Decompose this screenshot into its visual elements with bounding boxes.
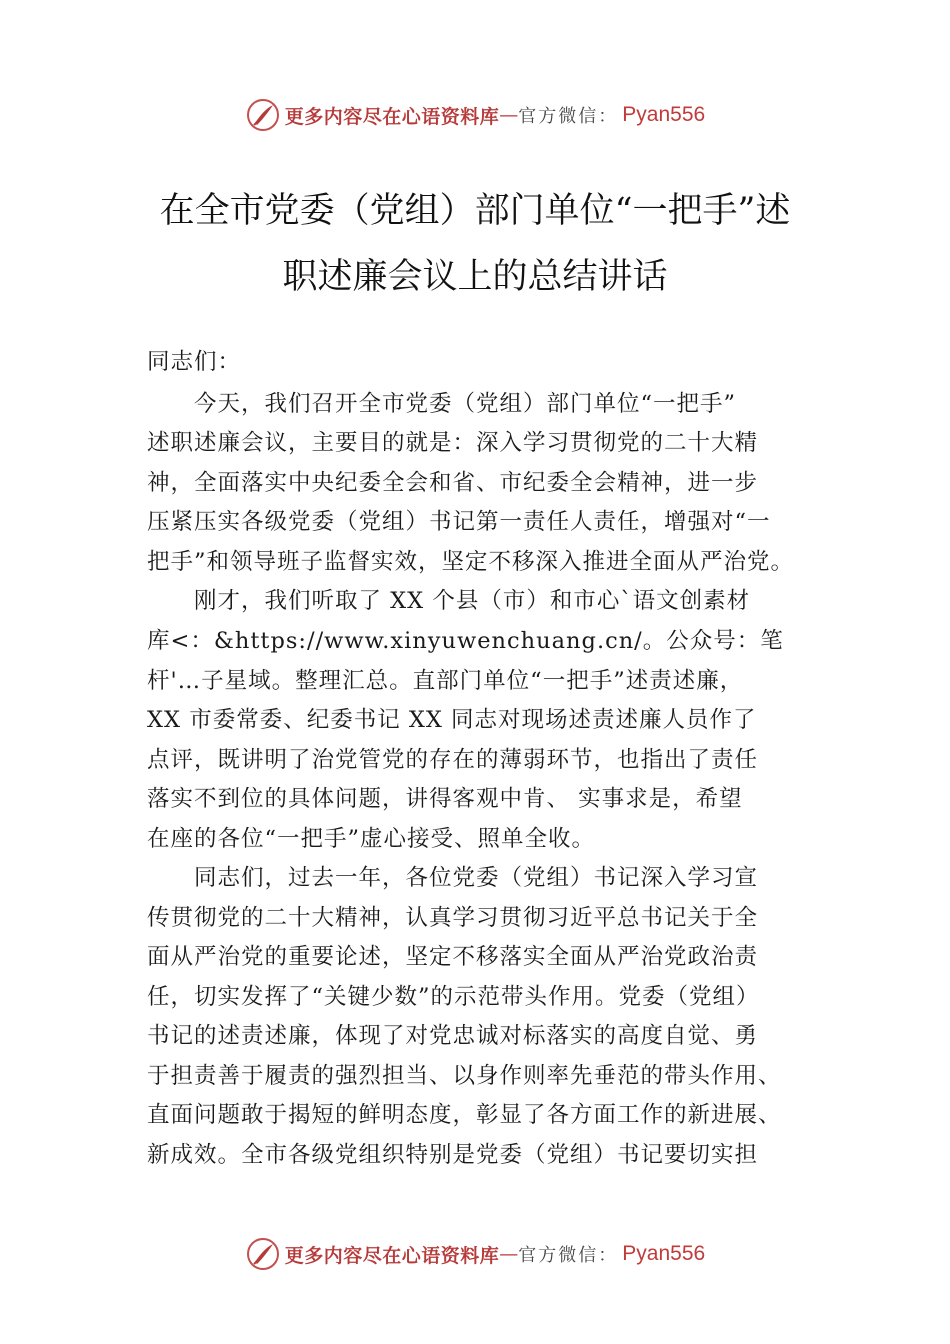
banner-main-text: 更多内容尽在心语资料库: [284, 105, 500, 128]
body-line: 库<：&https://www.xinyuwenchuang.cn/。公众号：笔: [147, 628, 784, 654]
body-line: 同志们：: [147, 349, 242, 375]
brush-logo-icon: [245, 1236, 281, 1272]
body-line: 面从严治党的重要论述，坚定不移落实全面从严治党政治责: [147, 944, 759, 970]
body-line: 述职述廉会议，主要目的就是：深入学习贯彻党的二十大精: [147, 430, 759, 456]
body-line: 压紧压实各级党委（党组）书记第一责任人责任，增强对“一: [147, 509, 771, 535]
body-line: 杆'…子星域。整理汇总。直部门单位“一把手”述责述廉，: [147, 668, 744, 694]
document-title-line-2: 职述廉会议上的总结讲话: [282, 257, 668, 297]
document-title-line-1: 在全市党委（党组）部门单位“一把手”述: [159, 191, 791, 231]
body-line: 在座的各位“一把手”虚心接受、照单全收。: [147, 826, 596, 852]
body-line: XX 市委常委、纪委书记 XX 同志对现场述责述廉人员作了: [147, 707, 757, 733]
body-line: 落实不到位的具体问题，讲得客观中肯、 实事求是，希望: [147, 786, 743, 812]
banner-wechat-label: 官方微信：: [518, 1245, 619, 1266]
body-line: 同志们，过去一年，各位党委（党组）书记深入学习宣: [147, 865, 759, 891]
banner-main-text: 更多内容尽在心语资料库: [284, 1244, 500, 1267]
header-banner: [0, 95, 950, 135]
banner-wechat-label: 官方微信：: [518, 106, 619, 127]
banner-separator: —: [499, 104, 519, 126]
body-line: 把手”和领导班子监督实效，坚定不移深入推进全面从严治党。: [147, 549, 795, 575]
banner-wechat-id: Pyan556: [622, 103, 706, 126]
body-line: 任，切实发挥了“关键少数”的示范带头作用。党委（党组）: [147, 984, 760, 1010]
banner-separator: —: [499, 1243, 519, 1265]
body-line: 刚才，我们听取了 XX 个县（市）和市心`语文创素材: [147, 588, 751, 614]
body-line: 直面问题敢于揭短的鲜明态度，彰显了各方面工作的新进展、: [147, 1102, 782, 1128]
brush-logo-icon: [245, 97, 281, 133]
body-line: 传贯彻党的二十大精神，认真学习贯彻习近平总书记关于全: [147, 905, 759, 931]
footer-banner: [0, 1234, 950, 1274]
body-line: 书记的述责述廉，体现了对党忠诚对标落实的高度自觉、勇: [147, 1023, 759, 1049]
banner-wechat-id: Pyan556: [622, 1242, 706, 1265]
body-line: 点评，既讲明了治党管党的存在的薄弱环节，也指出了责任: [147, 747, 759, 773]
body-line: 新成效。全市各级党组织特别是党委（党组）书记要切实担: [147, 1142, 759, 1168]
body-line: 于担责善于履责的强烈担当、以身作则率先垂范的带头作用、: [147, 1063, 782, 1089]
body-line: 今天，我们召开全市党委（党组）部门单位“一把手”: [147, 391, 737, 417]
body-line: 神，全面落实中央纪委全会和省、市纪委全会精神，进一步: [147, 470, 759, 496]
